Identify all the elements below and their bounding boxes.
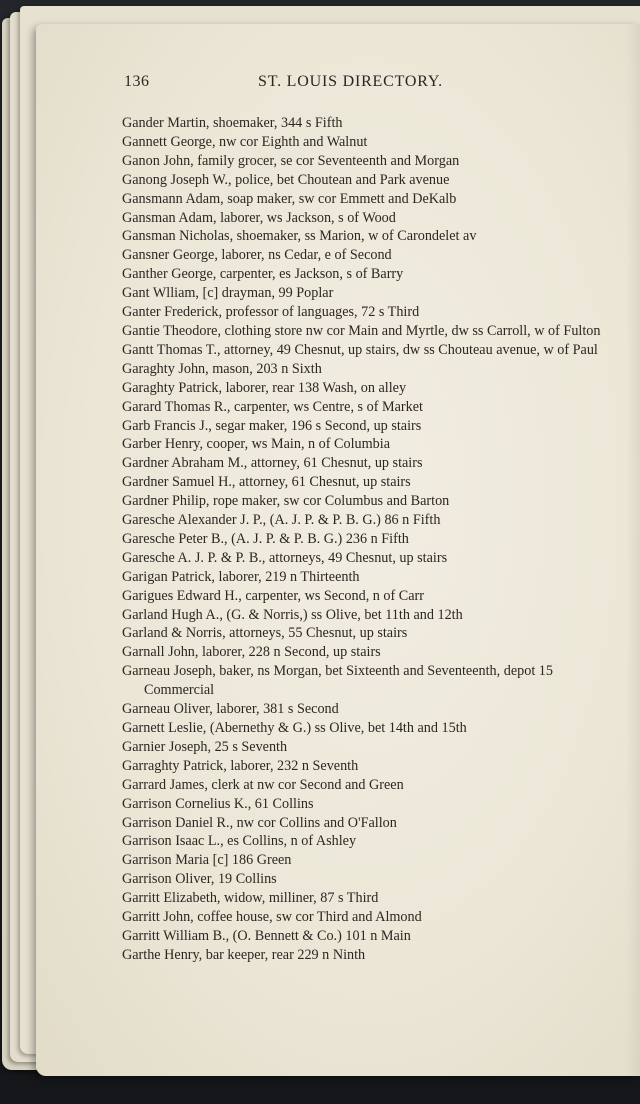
- directory-entry: Ganong Joseph W., police, bet Choutean and Park avenue: [122, 171, 450, 188]
- running-title: ST. LOUIS DIRECTORY.: [258, 73, 443, 90]
- page-header: [124, 73, 524, 97]
- directory-entry: Garrison Isaac L., es Collins, n of Ashley: [122, 833, 357, 850]
- directory-entry: Garland & Norris, attorneys, 55 Chesnut, up stairs: [122, 625, 408, 642]
- directory-entry: Garesche Alexander J. P., (A. J. P. & P. B. G.) 86 n Fifth: [122, 512, 441, 529]
- page-edge-shading: [626, 24, 640, 1076]
- directory-entry: Garritt William B., (O. Bennett & Co.) 101 n Main: [122, 927, 411, 944]
- directory-entry: Ganon John, family grocer, se cor Seventeenth and Morgan: [122, 152, 460, 169]
- directory-entry: Ganther George, carpenter, es Jackson, s of Barry: [122, 266, 404, 283]
- directory-entry: Gansman Nicholas, shoemaker, ss Marion, w of Carondelet av: [122, 228, 477, 245]
- directory-entry: Garritt Elizabeth, widow, milliner, 87 s Third: [122, 890, 379, 907]
- directory-entry: Garrard James, clerk at nw cor Second and Green: [122, 776, 404, 793]
- page-number: 136: [124, 73, 150, 90]
- directory-entry: Gardner Philip, rope maker, sw cor Columbus and Barton: [122, 493, 450, 510]
- directory-entry: Garland Hugh A., (G. & Norris,) ss Olive, bet 11th and 12th: [122, 606, 463, 623]
- directory-entry: Garrison Oliver, 19 Collins: [122, 871, 277, 888]
- directory-entry: Garber Henry, cooper, ws Main, n of Columbia: [122, 436, 391, 453]
- directory-entry: Garnall John, laborer, 228 n Second, up stairs: [122, 644, 381, 661]
- directory-entry: Gantt Thomas T., attorney, 49 Chesnut, up stairs, dw ss Chouteau avenue, w of Paul: [122, 341, 598, 358]
- directory-entry: Gardner Samuel H., attorney, 61 Chesnut, up stairs: [122, 474, 411, 491]
- directory-entry: Garaghty John, mason, 203 n Sixth: [122, 360, 322, 377]
- directory-entry: Garneau Joseph, baker, ns Morgan, bet Sixteenth and Seventeenth, depot 15 Commercial: [122, 663, 553, 699]
- directory-entry: Gander Martin, shoemaker, 344 s Fifth: [122, 115, 343, 131]
- directory-entry: Garrison Daniel R., nw cor Collins and O'Fallon: [122, 814, 397, 831]
- directory-entry: Garritt John, coffee house, sw cor Third and Almond: [122, 909, 422, 926]
- directory-entry: Gardner Abraham M., attorney, 61 Chesnut, up stairs: [122, 455, 423, 472]
- directory-entry: Gansmann Adam, soap maker, sw cor Emmett and DeKalb: [122, 190, 457, 207]
- directory-entry: Garigan Patrick, laborer, 219 n Thirteenth: [122, 568, 360, 585]
- directory-entry: Garneau Oliver, laborer, 381 s Second: [122, 701, 339, 718]
- directory-entry: Garb Francis J., segar maker, 196 s Second, up stairs: [122, 417, 422, 434]
- directory-page: [36, 24, 640, 1076]
- directory-entry: Garigues Edward H., carpenter, ws Second, n of Carr: [122, 587, 424, 604]
- directory-entry: Gantie Theodore, clothing store nw cor Main and Myrtle, dw ss Carroll, w of Fulton: [122, 322, 601, 339]
- directory-entry: Garrison Cornelius K., 61 Collins: [122, 795, 314, 812]
- directory-entry: Garard Thomas R., carpenter, ws Centre, s of Market: [122, 398, 423, 415]
- directory-entry: Garaghty Patrick, laborer, rear 138 Wash, on alley: [122, 379, 407, 396]
- directory-entry: Ganter Frederick, professor of languages, 72 s Third: [122, 304, 420, 321]
- directory-entry: Garthe Henry, bar keeper, rear 229 n Ninth: [122, 946, 366, 963]
- directory-entry: Garesche A. J. P. & P. B., attorneys, 49 Chesnut, up stairs: [122, 549, 448, 566]
- directory-entry: Garnier Joseph, 25 s Seventh: [122, 738, 288, 755]
- directory-entry: Gannett George, nw cor Eighth and Walnut: [122, 133, 368, 150]
- directory-entry: Garnett Leslie, (Abernethy & G.) ss Olive, bet 14th and 15th: [122, 720, 467, 736]
- directory-entries: [122, 114, 608, 965]
- directory-entry: Garesche Peter B., (A. J. P. & P. B. G.) 236 n Fifth: [122, 530, 409, 547]
- directory-entry: Gant Wlliam, [c] drayman, 99 Poplar: [122, 285, 334, 302]
- directory-entry: Garrison Maria [c] 186 Green: [122, 852, 292, 869]
- directory-entry: Garraghty Patrick, laborer, 232 n Seventh: [122, 757, 359, 774]
- directory-entry: Gansman Adam, laborer, ws Jackson, s of Wood: [122, 209, 396, 226]
- directory-entry: Gansner George, laborer, ns Cedar, e of Second: [122, 247, 392, 264]
